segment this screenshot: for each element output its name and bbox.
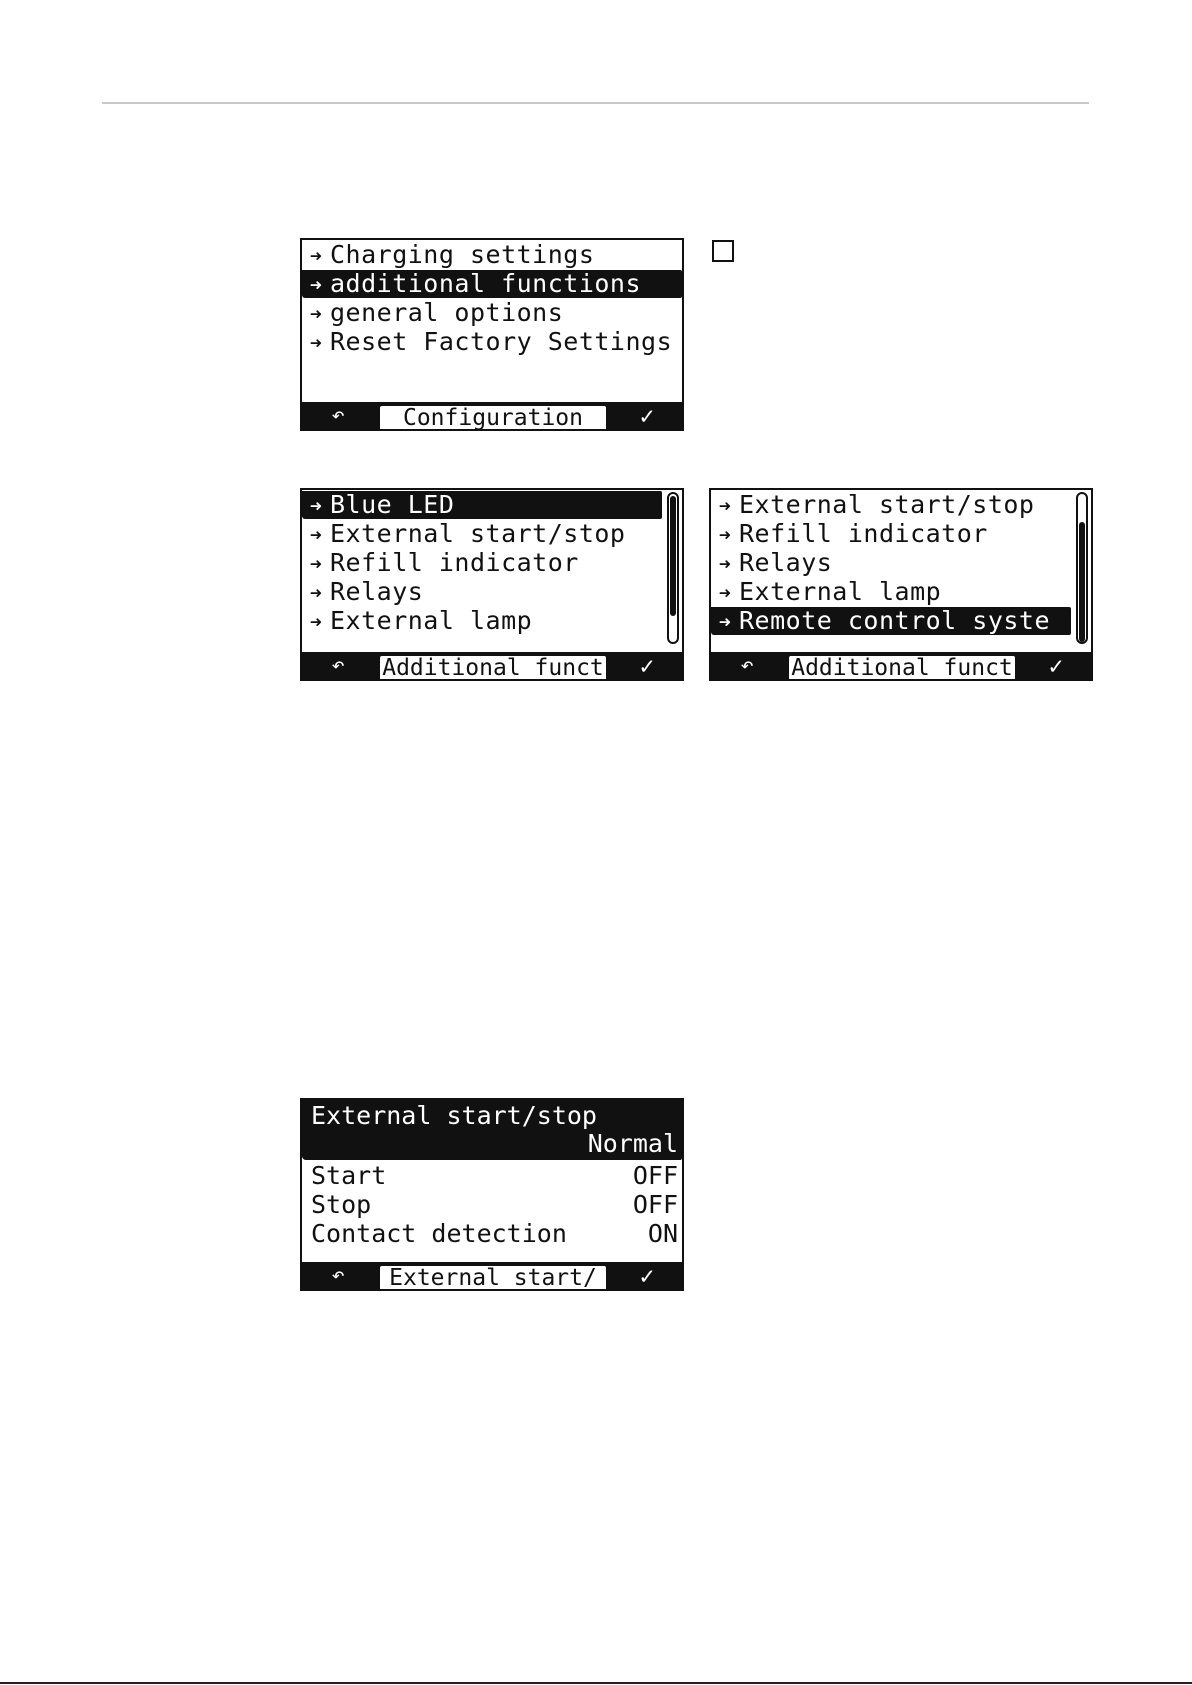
menu-item-label: External lamp: [330, 607, 533, 635]
setting-row-stop: [311, 1191, 678, 1219]
setting-label: Start: [311, 1161, 387, 1190]
menu-item-external-lamp[interactable]: [302, 607, 662, 635]
arrow-right-icon: ➜: [309, 610, 323, 634]
back-button[interactable]: [302, 652, 374, 679]
menu-item-external-start-stop[interactable]: [302, 520, 662, 548]
menu-item-label: External start/stop: [739, 491, 1035, 519]
back-button[interactable]: [302, 1262, 374, 1289]
mode-value: Normal: [587, 1129, 678, 1158]
checkbox[interactable]: [712, 240, 734, 262]
confirm-button[interactable]: [1021, 652, 1091, 679]
softkey-bar: [302, 1262, 682, 1289]
menu-item-label: general options: [330, 299, 564, 327]
screen-title: Configuration: [378, 404, 608, 429]
menu-item-refill-indicator[interactable]: [302, 549, 662, 577]
softkey-bar: [302, 402, 682, 429]
setting-value: ON: [647, 1219, 678, 1248]
menu-item-label: additional functions: [330, 270, 642, 298]
arrow-right-icon: ➜: [718, 523, 732, 547]
arrow-right-icon: ➜: [309, 273, 323, 297]
back-arrow-icon: ↶: [331, 403, 345, 428]
menu-item-refill-indicator[interactable]: [711, 520, 1071, 548]
menu-item-label: Reset Factory Settings: [330, 328, 673, 356]
setting-row-start: [311, 1162, 678, 1190]
status-title: External start/stop: [311, 1101, 597, 1130]
setting-label: Stop: [311, 1190, 372, 1219]
back-arrow-icon: ↶: [740, 653, 754, 678]
menu-item-label: External start/stop: [330, 520, 626, 548]
arrow-right-icon: ➜: [309, 494, 323, 518]
menu-item-relays[interactable]: [302, 578, 662, 606]
back-button[interactable]: [302, 402, 374, 429]
menu-item-label: Relays: [330, 578, 424, 606]
menu-item-label: Relays: [739, 549, 833, 577]
arrow-right-icon: ➜: [718, 494, 732, 518]
confirm-button[interactable]: [612, 652, 682, 679]
menu-item-relays[interactable]: [711, 549, 1071, 577]
scrollbar-thumb[interactable]: [670, 496, 676, 616]
scrollbar[interactable]: [1076, 492, 1088, 644]
confirm-button[interactable]: [612, 1262, 682, 1289]
lcd-configuration: [300, 238, 684, 431]
setting-row-contact-detection: [311, 1220, 678, 1248]
screen-title: Additional funct: [378, 654, 608, 679]
screen-title: External start/: [378, 1264, 608, 1289]
menu-item-additional-functions[interactable]: [302, 270, 682, 298]
confirm-button[interactable]: [612, 402, 682, 429]
menu-item-label: Remote control syste: [739, 607, 1051, 635]
arrow-right-icon: ➜: [309, 244, 323, 268]
lcd-additional-functions-top: [300, 488, 684, 681]
menu-item-label: Refill indicator: [330, 549, 579, 577]
status-header[interactable]: [302, 1100, 682, 1160]
scrollbar[interactable]: [667, 492, 679, 644]
arrow-right-icon: ➜: [718, 552, 732, 576]
menu-item-label: Refill indicator: [739, 520, 988, 548]
arrow-right-icon: ➜: [309, 523, 323, 547]
bottom-divider: [0, 1682, 1192, 1684]
setting-label: Contact detection: [311, 1219, 567, 1248]
menu-item-external-lamp[interactable]: [711, 578, 1071, 606]
arrow-right-icon: ➜: [718, 581, 732, 605]
check-icon: ✓: [1048, 651, 1064, 680]
top-divider: [102, 102, 1089, 104]
menu-item-charging-settings[interactable]: [302, 241, 682, 269]
softkey-bar: [302, 652, 682, 679]
menu-item-reset-factory-settings[interactable]: [302, 328, 682, 356]
menu-item-blue-led[interactable]: [302, 491, 662, 519]
check-icon: ✓: [639, 1261, 655, 1290]
arrow-right-icon: ➜: [309, 581, 323, 605]
back-button[interactable]: [711, 652, 783, 679]
menu-item-remote-control-system[interactable]: [711, 607, 1071, 635]
scrollbar-thumb[interactable]: [1079, 522, 1085, 642]
menu-item-general-options[interactable]: [302, 299, 682, 327]
setting-value: OFF: [632, 1190, 678, 1219]
menu-item-label: Blue LED: [330, 491, 455, 519]
check-icon: ✓: [639, 651, 655, 680]
lcd-external-start-stop: [300, 1098, 684, 1291]
arrow-right-icon: ➜: [309, 302, 323, 326]
menu-item-label: External lamp: [739, 578, 942, 606]
check-icon: ✓: [639, 401, 655, 430]
arrow-right-icon: ➜: [309, 331, 323, 355]
arrow-right-icon: ➜: [718, 610, 732, 634]
setting-value: OFF: [632, 1161, 678, 1190]
screen-title: Additional funct: [787, 654, 1017, 679]
back-arrow-icon: ↶: [331, 653, 345, 678]
back-arrow-icon: ↶: [331, 1263, 345, 1288]
menu-item-label: Charging settings: [330, 241, 595, 269]
softkey-bar: [711, 652, 1091, 679]
arrow-right-icon: ➜: [309, 552, 323, 576]
menu-item-external-start-stop[interactable]: [711, 491, 1071, 519]
lcd-additional-functions-bottom: [709, 488, 1093, 681]
